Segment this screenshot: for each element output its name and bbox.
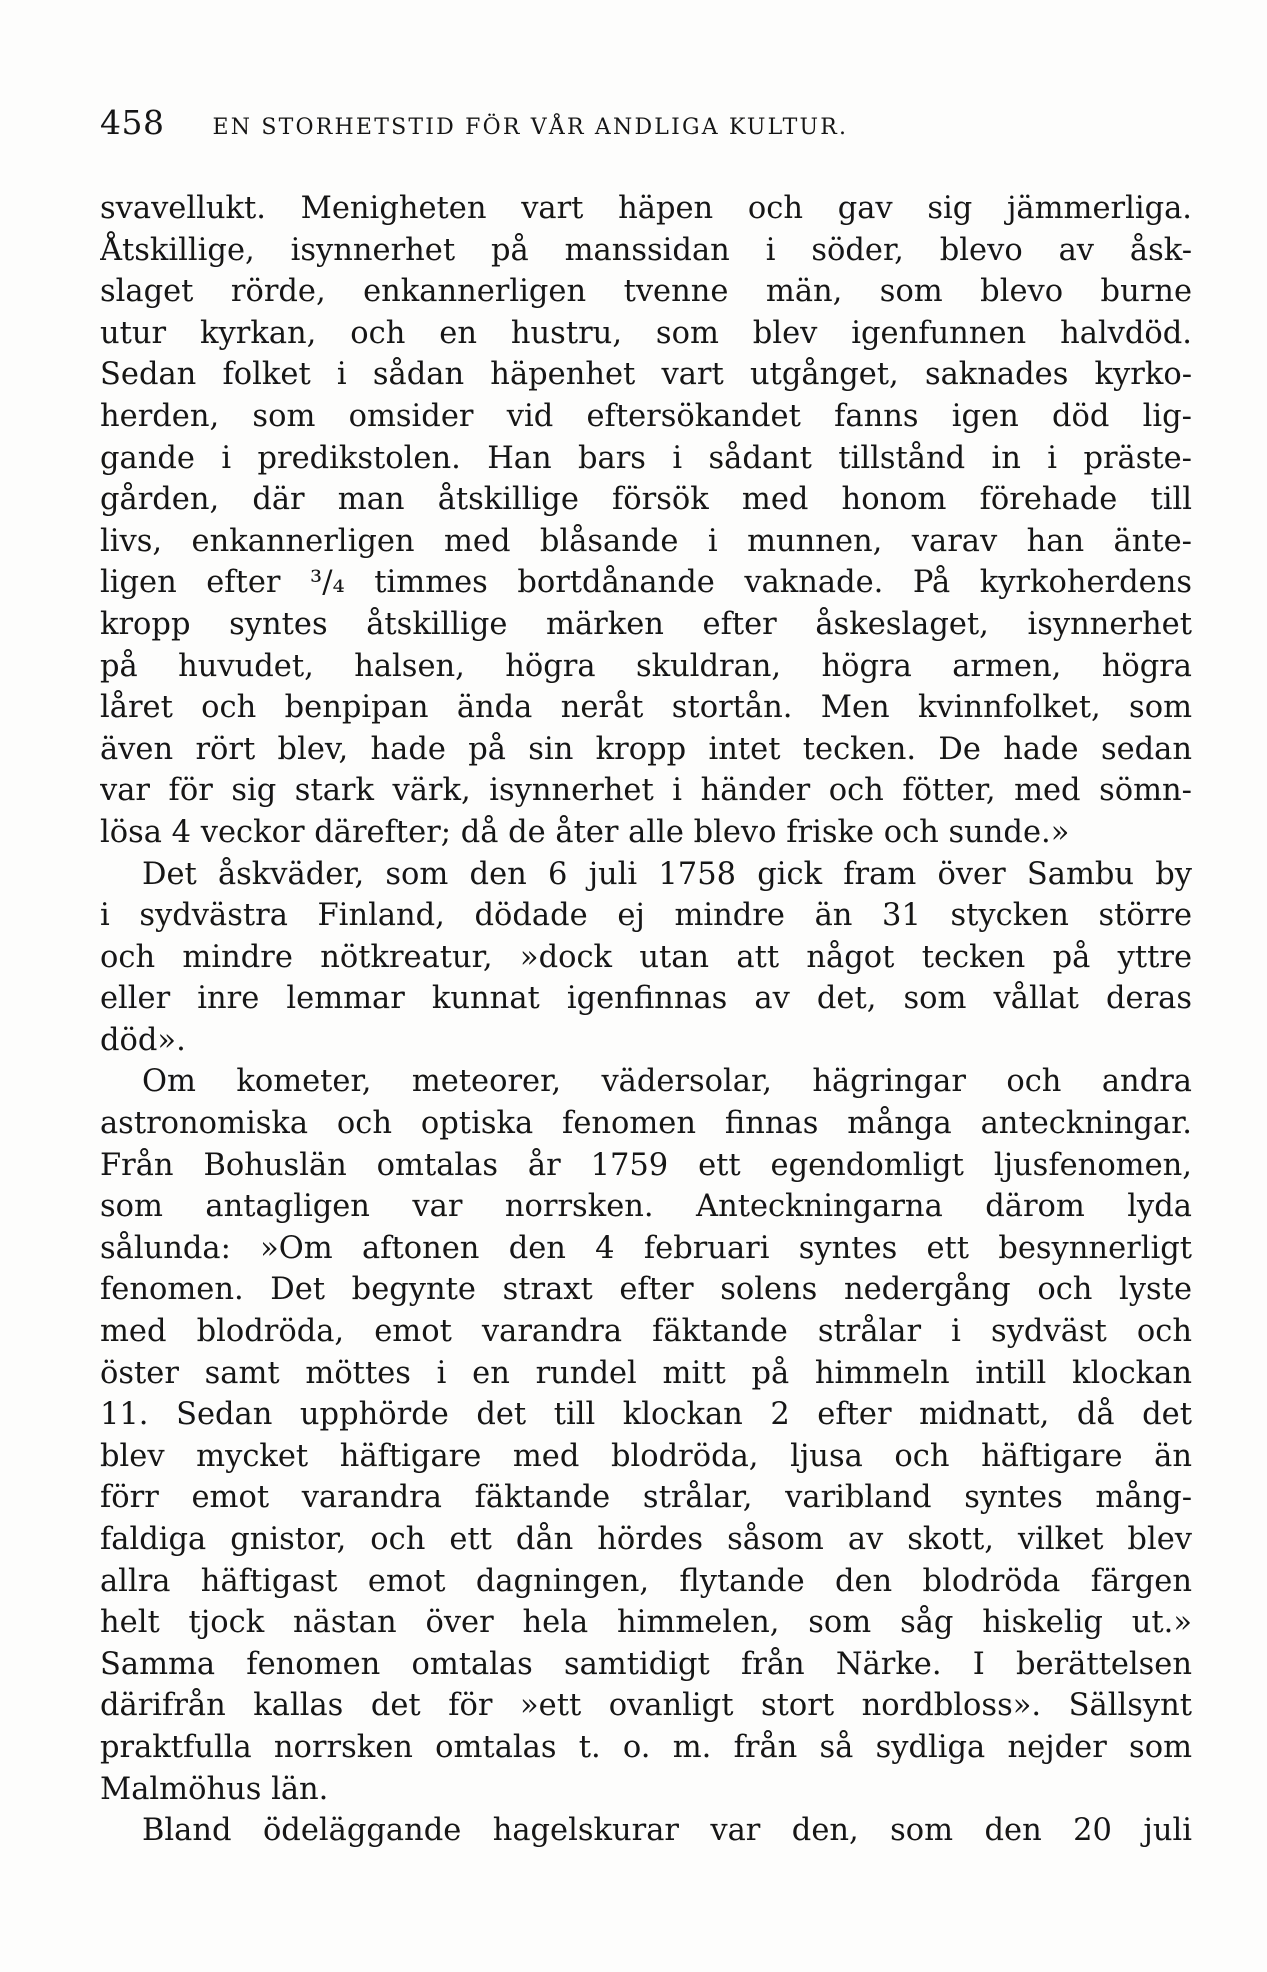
text-line: Malmöhus län.	[100, 1771, 329, 1807]
text-line: herden, som omsider vid eftersökandet fanns igen död lig-	[100, 398, 1192, 434]
text-line: Bland ödeläggande hagelskurar var den, som den 20 juli	[142, 1813, 1192, 1849]
page-number: 458	[100, 103, 165, 142]
text-line: astronomiska och optiska fenomen finnas många anteckningar.	[100, 1106, 1192, 1142]
text-line: slaget rörde, enkannerligen tvenne män, som blevo burne	[100, 274, 1192, 310]
text-line: sålunda: »Om aftonen den 4 februari syntes ett besynnerligt	[100, 1230, 1192, 1266]
text-line: öster samt möttes i en rundel mitt på himmeln intill klockan	[100, 1355, 1192, 1391]
body-text	[100, 188, 1192, 1852]
text-line: med blodröda, emot varandra fäktande strålar i sydväst och	[100, 1314, 1192, 1350]
text-line: eller inre lemmar kunnat igenfinnas av det, som vållat deras	[100, 981, 1192, 1017]
text-line: Sedan folket i sådan häpenhet vart utgånget, saknades kyrko-	[100, 357, 1192, 393]
text-line: därifrån kallas det för »ett ovanligt stort nordbloss». Sällsynt	[100, 1688, 1192, 1724]
text-line: lösa 4 veckor därefter; då de åter alle blevo friske och sunde.»	[100, 814, 1070, 850]
text-line: utur kyrkan, och en hustru, som blev igenfunnen halvdöd.	[100, 315, 1192, 351]
text-line: svavellukt. Menigheten vart häpen och gav sig jämmerliga.	[100, 191, 1192, 226]
text-line: faldiga gnistor, och ett dån hördes såsom av skott, vilket blev	[100, 1522, 1192, 1557]
text-line: blev mycket häftigare med blodröda, ljusa och häftigare än	[100, 1438, 1192, 1474]
text-line: på huvudet, halsen, högra skuldran, högra armen, högra	[100, 648, 1192, 684]
running-title: EN STORHETSTID FÖR VÅR ANDLIGA KULTUR.	[212, 115, 849, 140]
text-line: kropp syntes åtskillige märken efter åskeslaget, isynnerhet	[100, 606, 1192, 642]
text-line: gården, där man åtskillige försök med honom förehade till	[100, 482, 1192, 518]
text-line: livs, enkannerligen med blåsande i munnen, varav han änte-	[100, 523, 1192, 559]
text-line: ligen efter ³/₄ timmes bortdånande vaknade. På kyrkoherdens	[100, 565, 1192, 601]
text-line: död».	[100, 1022, 186, 1058]
text-line: Samma fenomen omtalas samtidigt från Närke. I berättelsen	[100, 1646, 1192, 1682]
text-line: var för sig stark värk, isynnerhet i händer och fötter, med sömn-	[100, 773, 1192, 809]
text-line: allra häftigast emot dagningen, flytande den blodröda färgen	[100, 1563, 1192, 1599]
text-line: även rört blev, hade på sin kropp intet tecken. De hade sedan	[100, 731, 1192, 767]
text-line: Åtskillige, isynnerhet på manssidan i söder, blevo av åsk-	[100, 232, 1192, 268]
text-line: och mindre nötkreatur, »dock utan att något tecken på yttre	[100, 939, 1192, 975]
text-line: praktfulla norrsken omtalas t. o. m. från så sydliga nejder som	[100, 1729, 1192, 1765]
text-line: i sydvästra Finland, dödade ej mindre än 31 stycken större	[100, 898, 1192, 934]
text-line: som antagligen var norrsken. Anteckningarna därom lyda	[100, 1189, 1192, 1225]
running-head	[100, 103, 1200, 153]
text-line: förr emot varandra fäktande strålar, varibland syntes mång-	[100, 1480, 1192, 1516]
text-line: gande i predikstolen. Han bars i sådant tillstånd in i präste-	[100, 440, 1192, 476]
text-line: fenomen. Det begynte straxt efter solens nedergång och lyste	[100, 1272, 1192, 1308]
text-line: 11. Sedan upphörde det till klockan 2 efter midnatt, då det	[100, 1397, 1192, 1433]
text-line: helt tjock nästan över hela himmelen, som såg hiskelig ut.»	[100, 1605, 1192, 1641]
text-line: Om kometer, meteorer, vädersolar, hägringar och andra	[142, 1064, 1192, 1100]
text-line: Från Bohuslän omtalas år 1759 ett egendomligt ljusfenomen,	[100, 1147, 1192, 1183]
text-line: Det åskväder, som den 6 juli 1758 gick fram över Sambu by	[142, 856, 1192, 892]
text-line: låret och benpipan ända neråt stortån. Men kvinnfolket, som	[100, 690, 1192, 726]
